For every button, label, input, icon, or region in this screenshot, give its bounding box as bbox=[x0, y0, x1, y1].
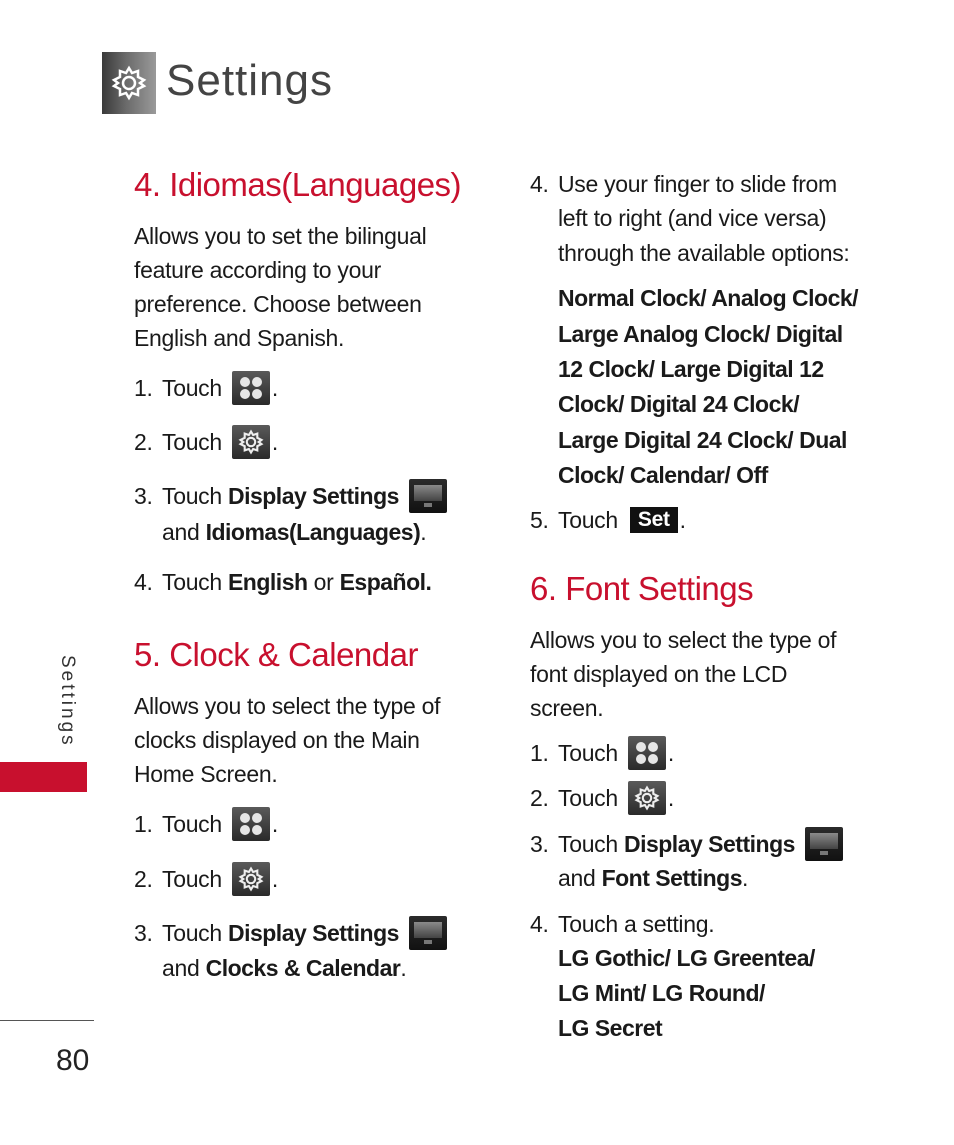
languages-step-4: 4. Touch English or Español. bbox=[134, 569, 432, 595]
page-number: 80 bbox=[56, 1044, 90, 1077]
settings-gear-icon[interactable] bbox=[628, 781, 666, 815]
settings-gear-icon[interactable] bbox=[232, 425, 270, 459]
clock-step-1: 1. Touch . bbox=[134, 806, 278, 842]
languages-step-3-continued: and Idiomas(Languages). bbox=[162, 519, 427, 545]
display-settings-icon[interactable] bbox=[409, 916, 447, 950]
clock-step-3-continued: and Clocks & Calendar. bbox=[162, 955, 407, 981]
settings-gear-icon bbox=[102, 52, 156, 114]
clock-step-3: 3. Touch Display Settings bbox=[134, 915, 447, 951]
languages-desc-line: Allows you to set the bilingual bbox=[134, 223, 427, 249]
set-button[interactable]: Set bbox=[630, 507, 678, 533]
display-settings-icon[interactable] bbox=[409, 479, 447, 513]
font-option-line: LG Mint/ LG Round/ bbox=[558, 980, 765, 1006]
font-step-4: 4. Touch a setting. bbox=[530, 911, 715, 937]
page-title: Settings bbox=[166, 56, 333, 105]
clock-desc-line: Allows you to select the type of bbox=[134, 693, 441, 719]
clock-step-4-line: left to right (and vice versa) bbox=[558, 205, 827, 231]
font-desc-line: Allows you to select the type of bbox=[530, 627, 837, 653]
side-section-label: Settings bbox=[57, 655, 78, 748]
font-step-2: 2. Touch . bbox=[530, 780, 674, 816]
clock-step-5: 5. Touch Set . bbox=[530, 507, 686, 533]
font-step-1: 1. Touch . bbox=[530, 735, 674, 771]
apps-grid-icon[interactable] bbox=[232, 371, 270, 405]
section-heading-font: 6. Font Settings bbox=[530, 570, 754, 607]
display-settings-icon[interactable] bbox=[805, 827, 843, 861]
clock-step-4-line: through the available options: bbox=[558, 240, 850, 266]
languages-desc-line: English and Spanish. bbox=[134, 325, 345, 351]
clock-option-line: Clock/ Calendar/ Off bbox=[558, 462, 768, 488]
clock-step-4: 4. Use your finger to slide from bbox=[530, 171, 837, 197]
languages-step-1: 1. Touch . bbox=[134, 370, 278, 406]
clock-option-line: Normal Clock/ Analog Clock/ bbox=[558, 285, 859, 311]
clock-option-line: Large Analog Clock/ Digital bbox=[558, 321, 843, 347]
languages-step-2: 2. Touch . bbox=[134, 424, 278, 460]
clock-desc-line: clocks displayed on the Main bbox=[134, 727, 420, 753]
clock-option-line: Clock/ Digital 24 Clock/ bbox=[558, 391, 800, 417]
clock-option-line: 12 Clock/ Large Digital 12 bbox=[558, 356, 824, 382]
apps-grid-icon[interactable] bbox=[628, 736, 666, 770]
section-heading-languages: 4. Idiomas(Languages) bbox=[134, 166, 462, 203]
side-accent-bar bbox=[0, 762, 87, 792]
languages-desc-line: feature according to your bbox=[134, 257, 381, 283]
clock-option-line: Large Digital 24 Clock/ Dual bbox=[558, 427, 847, 453]
languages-desc-line: preference. Choose between bbox=[134, 291, 422, 317]
font-step-3: 3. Touch Display Settings bbox=[530, 826, 843, 862]
settings-gear-icon[interactable] bbox=[232, 862, 270, 896]
apps-grid-icon[interactable] bbox=[232, 807, 270, 841]
section-heading-clock: 5. Clock & Calendar bbox=[134, 636, 418, 673]
font-desc-line: font displayed on the LCD bbox=[530, 661, 788, 687]
clock-desc-line: Home Screen. bbox=[134, 761, 278, 787]
font-option-line: LG Secret bbox=[558, 1015, 663, 1041]
font-desc-line: screen. bbox=[530, 695, 604, 721]
languages-step-3: 3. Touch Display Settings bbox=[134, 478, 447, 514]
footer-divider bbox=[0, 1020, 94, 1021]
font-option-line: LG Gothic/ LG Greentea/ bbox=[558, 945, 815, 971]
clock-step-2: 2. Touch . bbox=[134, 861, 278, 897]
font-step-3-continued: and Font Settings. bbox=[558, 865, 749, 891]
